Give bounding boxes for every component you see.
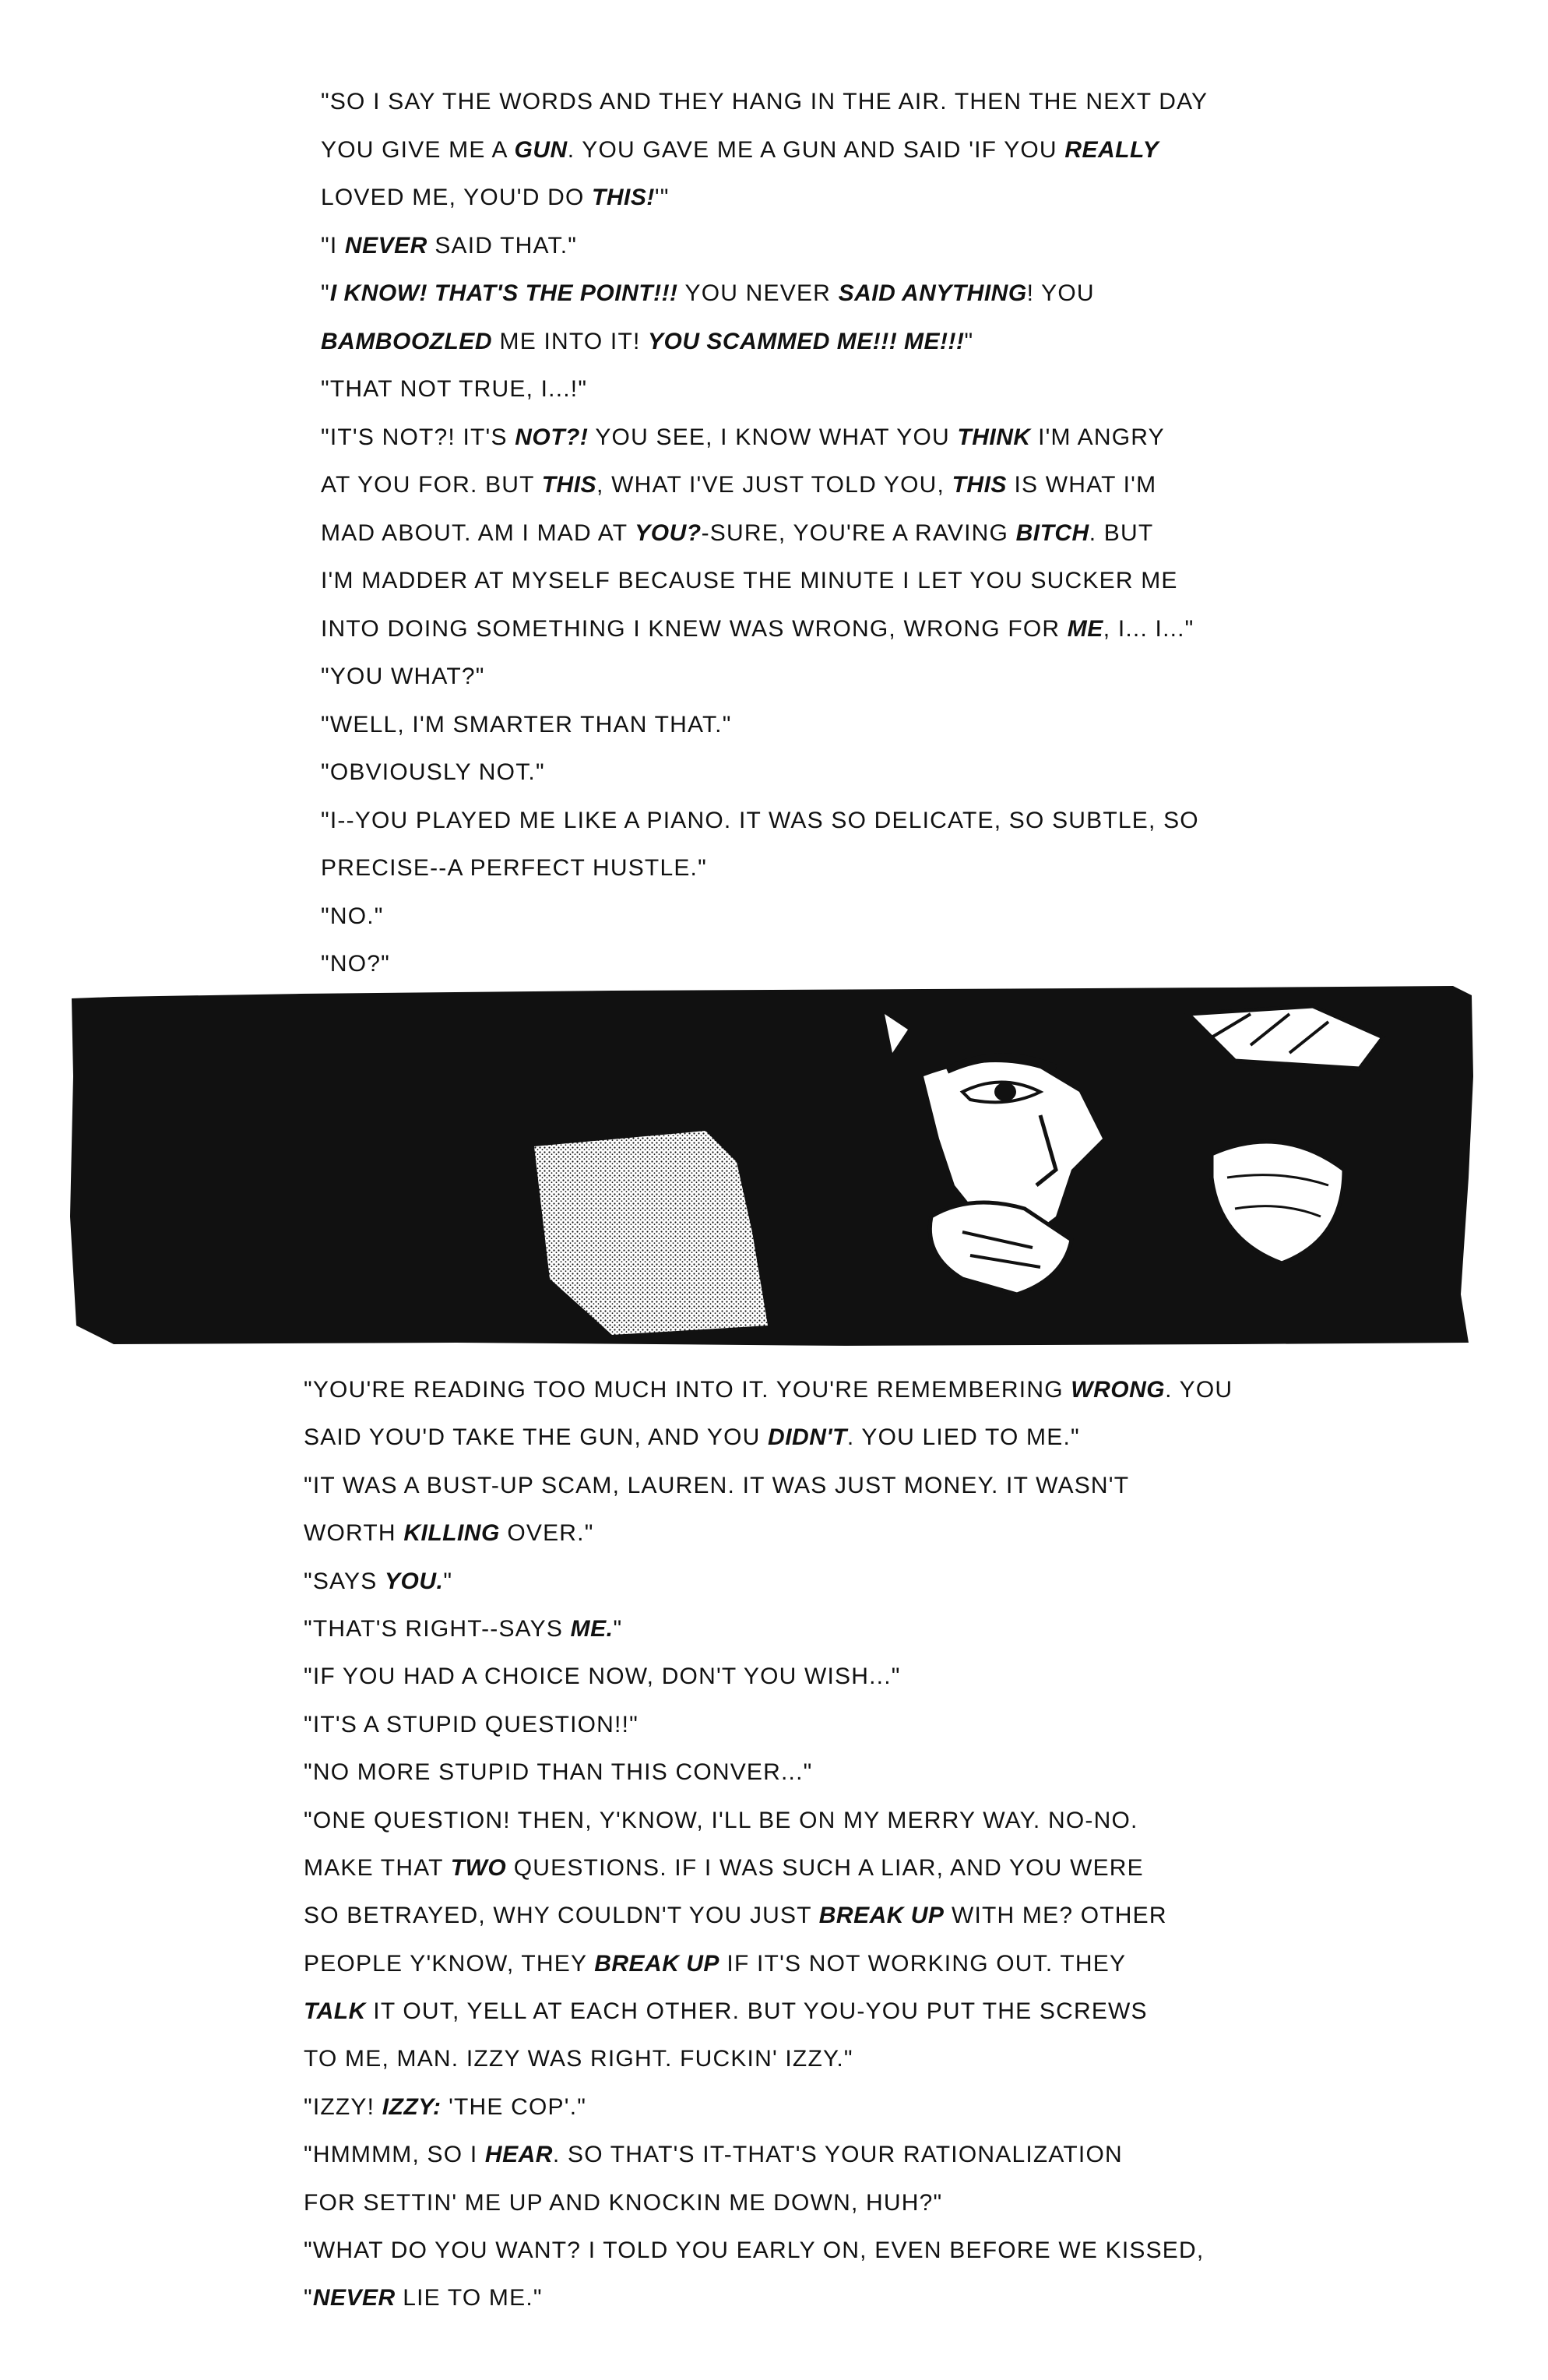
- dialogue-line: [304, 1797, 1308, 1844]
- dialogue-line: [304, 1701, 1308, 1748]
- emphasized-text: KILLING: [403, 1520, 500, 1547]
- dialogue-line: [321, 126, 1302, 174]
- text-segment: SO BETRAYED, WHY COULDN'T YOU JUST: [304, 1903, 819, 1929]
- dialogue-line: [304, 1748, 1308, 1796]
- text-segment: ": [304, 2285, 313, 2311]
- text-segment: . YOU LIED TO ME.": [846, 1424, 1080, 1451]
- text-segment: "YOU'RE READING TOO MUCH INTO IT. YOU'RE REMEMBERING: [304, 1377, 1071, 1403]
- text-segment: PRECISE--A PERFECT HUSTLE.": [321, 855, 707, 881]
- text-segment: "THAT NOT TRUE, I...!": [321, 376, 588, 402]
- emphasized-text: ME: [1067, 615, 1103, 642]
- emphasized-text: I KNOW! THAT'S THE POINT!!!: [329, 280, 678, 306]
- emphasized-text: ME.: [570, 1615, 614, 1642]
- dialogue-line: [304, 2083, 1308, 2131]
- text-segment: IS WHAT I'M: [1006, 472, 1157, 498]
- text-segment: 'THE COP'.": [441, 2093, 587, 2120]
- dialogue-line: [304, 1509, 1308, 1557]
- emphasized-text: NOT?!: [515, 424, 589, 450]
- illustration-panel: [67, 983, 1476, 1352]
- text-segment: -SURE, YOU'RE A RAVING: [701, 519, 1016, 546]
- text-segment: "IT'S NOT?! IT'S: [321, 424, 515, 450]
- text-segment: "I: [321, 232, 345, 259]
- emphasized-text: YOU?: [635, 519, 702, 546]
- emphasized-text: HEAR: [484, 2142, 553, 2168]
- dialogue-line: [304, 1605, 1308, 1653]
- text-segment: "IF YOU HAD A CHOICE NOW, DON'T YOU WISH...": [304, 1664, 901, 1690]
- emphasized-text: IZZY:: [382, 2093, 442, 2120]
- emphasized-text: DIDN'T: [768, 1424, 847, 1451]
- text-segment: YOU GIVE ME A: [321, 136, 515, 163]
- emphasized-text: GUN: [514, 136, 568, 163]
- emphasized-text: BITCH: [1015, 519, 1089, 546]
- text-segment: "I--YOU PLAYED ME LIKE A PIANO. IT WAS SO DELICATE, SO SUBTLE, SO: [321, 807, 1199, 833]
- dialogue-line: [304, 2227, 1308, 2274]
- text-segment: MAKE THAT: [304, 1854, 451, 1881]
- text-segment: "WHAT DO YOU WANT? I TOLD YOU EARLY ON, EVEN BEFORE WE KISSED,: [304, 2237, 1205, 2264]
- text-segment: IF IT'S NOT WORKING OUT. THEY: [719, 1950, 1127, 1977]
- text-segment: LIE TO ME.": [395, 2285, 543, 2311]
- text-segment: ": [321, 280, 330, 306]
- dialogue-line: [321, 365, 1302, 414]
- text-segment: ": [964, 328, 974, 354]
- text-segment: FOR SETTIN' ME UP AND KNOCKIN ME DOWN, HUH?": [304, 2189, 943, 2216]
- emphasized-text: WRONG: [1071, 1377, 1166, 1403]
- emphasized-text: TWO: [450, 1854, 507, 1881]
- text-segment: "NO.": [321, 903, 384, 929]
- text-segment: "NO MORE STUPID THAN THIS CONVER...": [304, 1759, 813, 1786]
- dialogue-line: [304, 1558, 1308, 1605]
- text-segment: QUESTIONS. IF I WAS SUCH A LIAR, AND YOU WERE: [506, 1854, 1144, 1881]
- text-segment: WORTH: [304, 1520, 404, 1547]
- text-segment: "NO?": [321, 951, 390, 977]
- text-segment: INTO DOING SOMETHING I KNEW WAS WRONG, WRONG FOR: [321, 615, 1068, 642]
- dialogue-line: [321, 78, 1302, 126]
- dialogue-line: [304, 1844, 1308, 1892]
- emphasized-text: YOU SCAMMED ME!!! ME!!!: [648, 328, 965, 354]
- dialogue-line: [321, 892, 1302, 941]
- dialogue-line: [321, 605, 1302, 653]
- text-segment: "THAT'S RIGHT--SAYS: [304, 1615, 571, 1642]
- text-segment: "IT WAS A BUST-UP SCAM, LAUREN. IT WAS JUST MONEY. IT WASN'T: [304, 1472, 1130, 1498]
- dialogue-block-top: [321, 78, 1302, 988]
- dialogue-line: [321, 653, 1302, 701]
- dialogue-line: [304, 1987, 1308, 2035]
- dialogue-line: [304, 2035, 1308, 2082]
- emphasized-text: YOU.: [385, 1568, 444, 1594]
- dialogue-line: [321, 940, 1302, 988]
- dialogue-line: [304, 1892, 1308, 1939]
- dialogue-line: [304, 2179, 1308, 2227]
- dialogue-line: [321, 461, 1302, 509]
- text-segment: YOU NEVER: [677, 280, 839, 306]
- text-segment: LOVED ME, YOU'D DO: [321, 185, 593, 210]
- text-segment: . BUT: [1089, 519, 1154, 546]
- emphasized-text: THIS: [541, 472, 597, 498]
- dialogue-line: [321, 222, 1302, 270]
- emphasized-text: NEVER: [312, 2285, 396, 2311]
- text-segment: I'M MADDER AT MYSELF BECAUSE THE MINUTE I LET YOU SUCKER ME: [321, 568, 1178, 593]
- text-segment: '": [654, 185, 670, 210]
- dialogue-line: [304, 1366, 1308, 1414]
- emphasized-text: BAMBOOZLED: [321, 328, 492, 354]
- dialogue-line: [321, 318, 1302, 366]
- text-segment: AT YOU FOR. BUT: [321, 472, 542, 498]
- text-segment: . SO THAT'S IT-THAT'S YOUR RATIONALIZATION: [552, 2142, 1123, 2168]
- dialogue-block-bottom: [304, 1366, 1308, 2322]
- text-segment: WITH ME? OTHER: [944, 1903, 1167, 1929]
- text-segment: "HMMMM, SO I: [304, 2142, 485, 2168]
- dialogue-line: [321, 748, 1302, 797]
- bearded-face-illustration: [67, 983, 1476, 1352]
- text-segment: IT OUT, YELL AT EACH OTHER. BUT YOU-YOU PUT THE SCREWS: [365, 1998, 1148, 2025]
- emphasized-text: BREAK UP: [818, 1903, 945, 1929]
- dialogue-line: [321, 509, 1302, 558]
- dialogue-line: [304, 1462, 1308, 1509]
- dialogue-line: [321, 414, 1302, 462]
- emphasized-text: REALLY: [1064, 136, 1159, 163]
- text-segment: , WHAT I'VE JUST TOLD YOU,: [596, 472, 952, 498]
- emphasized-text: THIS!: [592, 185, 655, 210]
- text-segment: "ONE QUESTION! THEN, Y'KNOW, I'LL BE ON MY MERRY WAY. NO-NO.: [304, 1807, 1138, 1833]
- text-segment: "WELL, I'M SMARTER THAN THAT.": [321, 711, 732, 738]
- emphasized-text: SAID ANYTHING: [838, 280, 1027, 306]
- dialogue-line: [304, 1414, 1308, 1461]
- text-segment: . YOU: [1165, 1377, 1233, 1403]
- text-segment: "SO I SAY THE WORDS AND THEY HANG IN THE AIR. THEN THE NEXT DAY: [321, 89, 1208, 114]
- dialogue-line: [304, 2131, 1308, 2178]
- text-segment: ": [443, 1568, 453, 1594]
- text-segment: "IZZY!: [304, 2093, 382, 2120]
- text-segment: ME INTO IT!: [491, 328, 649, 354]
- dialogue-line: [304, 2274, 1308, 2322]
- emphasized-text: THIS: [952, 472, 1007, 498]
- emphasized-text: NEVER: [344, 232, 427, 259]
- text-segment: ": [613, 1615, 623, 1642]
- text-segment: . YOU GAVE ME A GUN AND SAID 'IF YOU: [567, 136, 1065, 163]
- text-segment: SAID THAT.": [427, 232, 578, 259]
- emphasized-text: BREAK UP: [594, 1950, 719, 1977]
- text-segment: SAID YOU'D TAKE THE GUN, AND YOU: [304, 1424, 769, 1451]
- dialogue-line: [321, 797, 1302, 845]
- text-segment: TO ME, MAN. IZZY WAS RIGHT. FUCKIN' IZZY.": [304, 2046, 853, 2072]
- dialogue-line: [304, 1653, 1308, 1700]
- emphasized-text: TALK: [304, 1998, 366, 2025]
- text-segment: PEOPLE Y'KNOW, THEY: [304, 1950, 595, 1977]
- text-segment: MAD ABOUT. AM I MAD AT: [321, 519, 635, 546]
- emphasized-text: THINK: [957, 424, 1031, 450]
- dialogue-line: [321, 701, 1302, 749]
- text-segment: , I... I...": [1103, 615, 1194, 642]
- text-segment: I'M ANGRY: [1030, 424, 1165, 450]
- dialogue-line: [321, 844, 1302, 892]
- text-segment: OVER.": [499, 1520, 594, 1547]
- text-segment: "SAYS: [304, 1568, 385, 1594]
- text-segment: YOU SEE, I KNOW WHAT YOU: [588, 424, 958, 450]
- dialogue-line: [321, 174, 1302, 222]
- dialogue-line: [304, 1940, 1308, 1987]
- text-segment: "OBVIOUSLY NOT.": [321, 759, 545, 785]
- dialogue-line: [321, 557, 1302, 605]
- text-segment: "YOU WHAT?": [321, 664, 485, 689]
- dialogue-line: [321, 269, 1302, 318]
- text-segment: "IT'S A STUPID QUESTION!!": [304, 1711, 639, 1737]
- text-segment: ! YOU: [1026, 280, 1095, 306]
